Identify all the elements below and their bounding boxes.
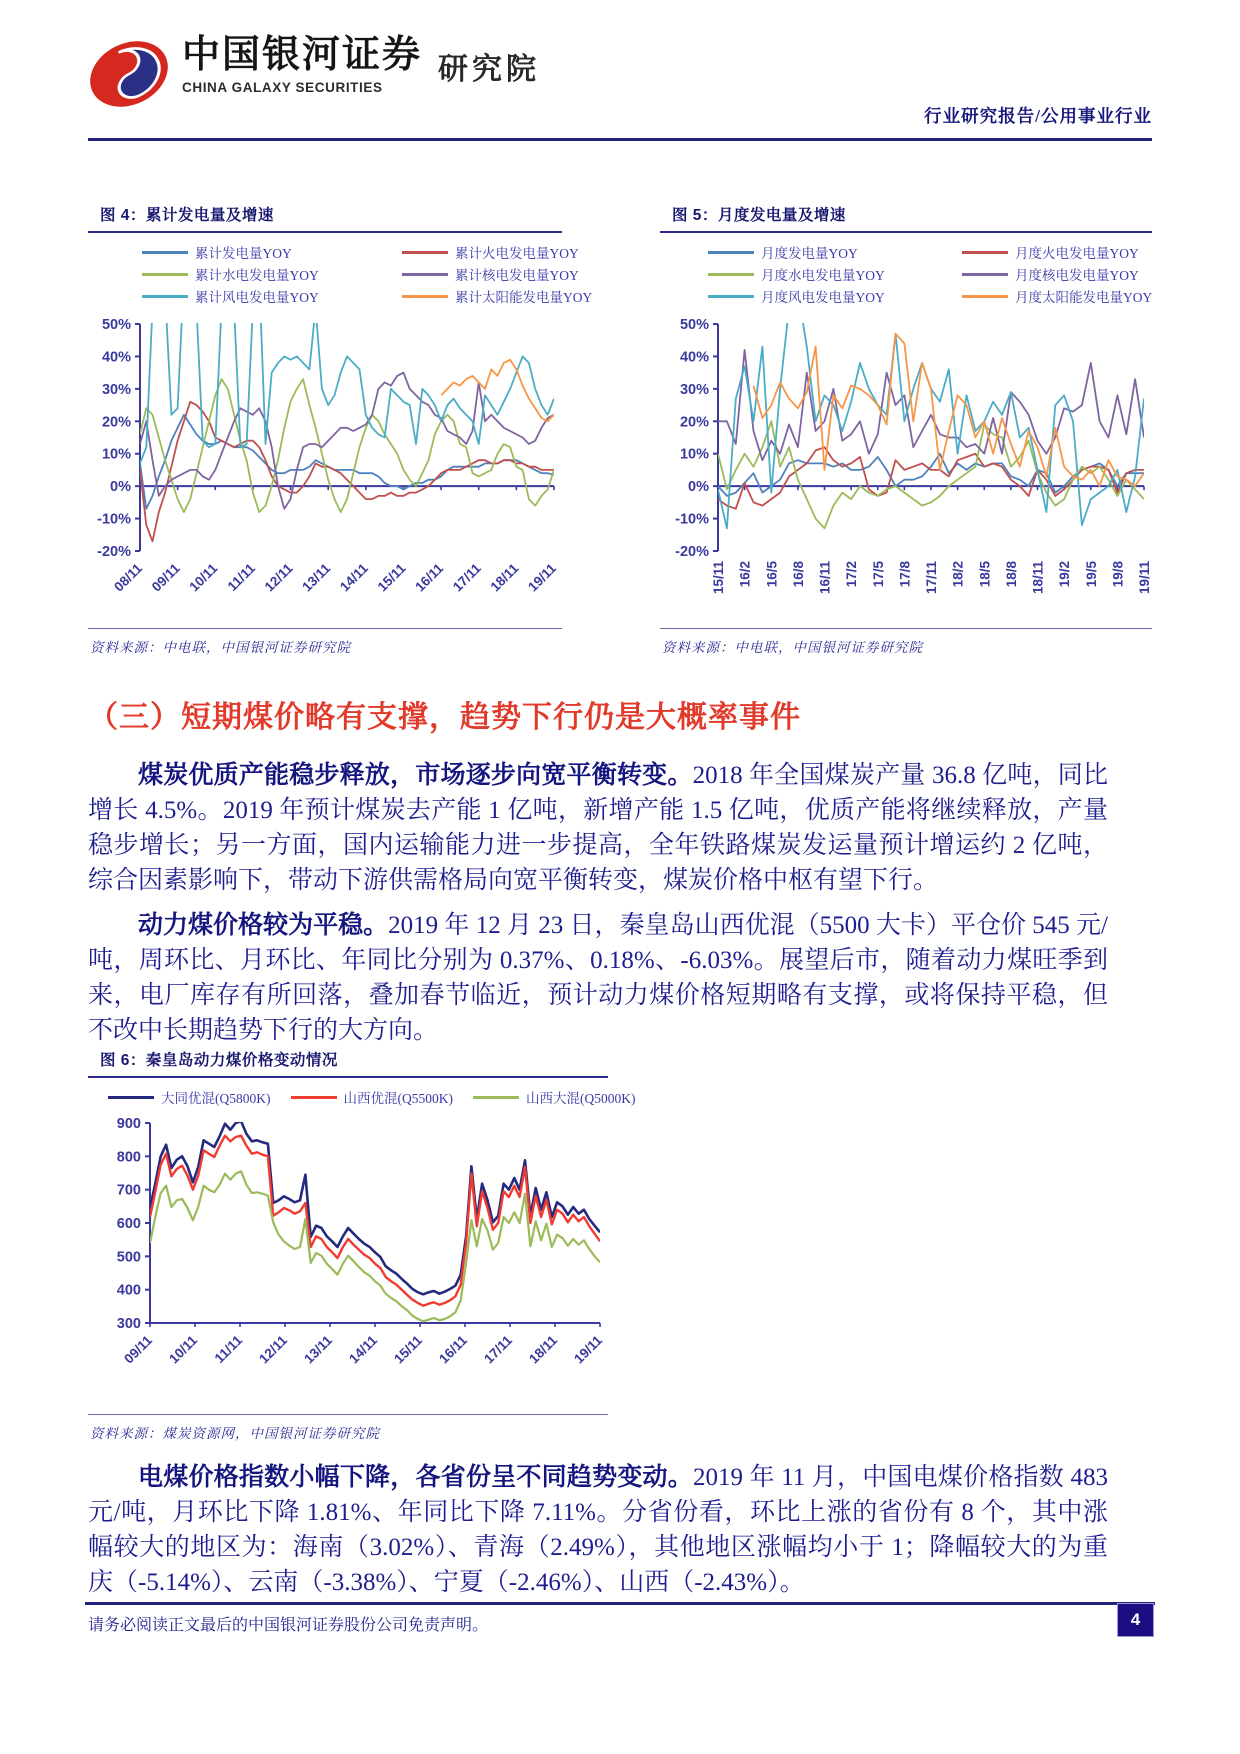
svg-text:30%: 30%: [679, 381, 709, 398]
legend-swatch: [962, 273, 1008, 276]
legend-item: [142, 264, 402, 284]
svg-text:19/11: 19/11: [525, 560, 560, 595]
svg-text:15/11: 15/11: [711, 561, 726, 595]
svg-text:400: 400: [116, 1282, 141, 1299]
coal-price-chart: [88, 1117, 608, 1412]
svg-text:30%: 30%: [101, 381, 131, 398]
svg-text:-20%: -20%: [675, 544, 709, 560]
svg-text:10/11: 10/11: [186, 560, 221, 595]
svg-text:13/11: 13/11: [299, 560, 334, 595]
legend-item: [402, 242, 592, 262]
paragraph-lead: 煤炭优质产能稳步释放，市场逐步向宽平衡转变。: [138, 762, 693, 789]
legend-item: [473, 1087, 636, 1107]
svg-text:17/2: 17/2: [844, 561, 860, 588]
legend-item: [402, 286, 592, 306]
svg-text:16/5: 16/5: [764, 561, 780, 588]
svg-text:-10%: -10%: [97, 511, 131, 528]
paragraph-text: 2018 年全国煤炭产量 36.8 亿吨，同比增长 4.5%。2019 年预计煤炭去产能 1 亿吨，新增产能 1.5 亿吨，优质产能将继续释放，产量稳步增长；另一方面，国内运输能力进一步提高，全年铁路煤炭发运量预计增运约 2 亿吨，综合因素影响下，带动下游供需格局向宽平衡转变，煤炭价格中枢有望下行。: [88, 762, 1108, 894]
figure-5-source: 资料来源：中电联，中国银河证券研究院: [660, 628, 1152, 656]
legend-swatch: [402, 273, 448, 276]
figure-6-legend: [88, 1078, 636, 1107]
legend-label: 山西大混(Q5000K): [526, 1091, 636, 1106]
svg-text:16/11: 16/11: [412, 560, 447, 595]
footer-disclaimer: 请务必阅读正文最后的中国银河证券股份公司免责声明。: [88, 1617, 489, 1634]
legend-item: [708, 242, 962, 262]
galaxy-logo-icon: [86, 34, 172, 114]
logo-research-institute: 研究院: [438, 53, 541, 86]
legend-swatch: [708, 273, 754, 276]
svg-text:08/11: 08/11: [111, 560, 146, 595]
svg-text:14/11: 14/11: [346, 1332, 381, 1367]
company-logo: [86, 34, 540, 114]
svg-text:17/11: 17/11: [481, 1332, 516, 1367]
figure-6: [88, 1048, 636, 1442]
svg-text:16/11: 16/11: [436, 1332, 471, 1367]
legend-label: 月度核电发电量YOY: [1015, 268, 1139, 283]
legend-swatch: [708, 295, 754, 298]
svg-text:12/11: 12/11: [256, 1332, 291, 1367]
paragraph-coal-price-index: [88, 1460, 1108, 1600]
paragraph-coal-capacity: [88, 758, 1108, 898]
svg-text:09/11: 09/11: [121, 1332, 156, 1367]
svg-text:600: 600: [116, 1216, 141, 1232]
figure-5-legend: [660, 233, 1152, 306]
legend-label: 月度发电量YOY: [761, 246, 858, 261]
svg-text:16/8: 16/8: [790, 561, 806, 588]
svg-text:19/5: 19/5: [1083, 561, 1099, 588]
figure-4-source: 资料来源：中电联，中国银河证券研究院: [88, 628, 562, 656]
footer-divider: [85, 1602, 1155, 1605]
legend-item: [108, 1087, 271, 1107]
legend-swatch: [142, 295, 188, 298]
svg-text:16/2: 16/2: [737, 561, 753, 588]
legend-label: 月度风电发电量YOY: [761, 290, 885, 305]
svg-text:11/11: 11/11: [224, 560, 259, 594]
svg-text:19/2: 19/2: [1057, 561, 1073, 588]
legend-swatch: [962, 251, 1008, 254]
svg-text:17/11: 17/11: [449, 560, 484, 595]
svg-text:19/11: 19/11: [571, 1332, 606, 1367]
logo-text: [182, 34, 422, 95]
legend-swatch: [402, 251, 448, 254]
legend-item: [402, 264, 592, 284]
legend-label: 山西优混(Q5500K): [343, 1091, 453, 1106]
svg-text:-20%: -20%: [97, 544, 131, 560]
svg-text:40%: 40%: [679, 349, 709, 366]
figure-4: [88, 203, 593, 656]
svg-text:10/11: 10/11: [166, 1332, 201, 1367]
figure-6-source: 资料来源：煤炭资源网，中国银河证券研究院: [88, 1414, 608, 1442]
figure-4-legend: [88, 233, 593, 306]
legend-label: 累计发电量YOY: [195, 246, 292, 261]
svg-text:10%: 10%: [101, 446, 131, 463]
legend-swatch: [473, 1096, 519, 1099]
svg-text:17/8: 17/8: [897, 561, 913, 588]
legend-swatch: [962, 295, 1008, 298]
svg-text:19/11: 19/11: [1137, 561, 1152, 595]
cumulative-generation-chart: [88, 316, 562, 626]
figure-5: [660, 203, 1152, 656]
figure-5-title: 图 5：月度发电量及增速: [660, 203, 1152, 233]
legend-label: 月度水电发电量YOY: [761, 268, 885, 283]
paragraph-text: 2019 年 11 月，中国电煤价格指数 483 元/吨，月环比下降 1.81%、年同比下降 7.11%。分省份看，环比上涨的省份有 8 个，其中涨幅较大的地区为：海南（3.02%）、青海（2.49%），其他地区涨幅均小于 1；降幅较大的为重庆（-5.14%）、云南（-3.38%）、宁夏（-2.46%）、山西（-2.43%）。: [88, 1464, 1108, 1596]
legend-item: [291, 1087, 454, 1107]
legend-label: 累计水电发电量YOY: [195, 268, 319, 283]
legend-label: 累计核电发电量YOY: [455, 268, 579, 283]
legend-item: [962, 286, 1152, 306]
svg-text:15/11: 15/11: [374, 560, 409, 595]
legend-swatch: [142, 251, 188, 254]
svg-text:15/11: 15/11: [391, 1332, 426, 1367]
legend-swatch: [291, 1096, 337, 1099]
paragraph-thermal-coal-price: [88, 908, 1108, 1048]
svg-text:11/11: 11/11: [211, 1332, 246, 1366]
svg-text:17/11: 17/11: [924, 561, 939, 595]
svg-text:700: 700: [116, 1182, 141, 1199]
legend-item: [142, 242, 402, 262]
svg-text:18/11: 18/11: [1030, 561, 1046, 595]
monthly-generation-chart: [660, 316, 1152, 626]
legend-label: 月度火电发电量YOY: [1015, 246, 1139, 261]
legend-label: 月度太阳能发电量YOY: [1015, 290, 1153, 305]
section-heading: （三）短期煤价略有支撑，趋势下行仍是大概率事件: [88, 701, 801, 734]
legend-label: 大同优混(Q5800K): [161, 1091, 271, 1106]
logo-name-en: CHINA GALAXY SECURITIES: [182, 79, 383, 95]
svg-text:50%: 50%: [679, 317, 709, 333]
svg-text:-10%: -10%: [675, 511, 709, 528]
svg-text:900: 900: [116, 1117, 141, 1132]
legend-swatch: [402, 295, 448, 298]
legend-item: [962, 242, 1152, 262]
figure-6-title: 图 6：秦皇岛动力煤价格变动情况: [88, 1048, 608, 1078]
legend-item: [962, 264, 1152, 284]
svg-text:17/5: 17/5: [870, 561, 886, 588]
svg-text:20%: 20%: [101, 414, 131, 431]
paragraph-lead: 电煤价格指数小幅下降，各省份呈不同趋势变动。: [138, 1464, 694, 1491]
paragraph-lead: 动力煤价格较为平稳。: [138, 912, 389, 939]
svg-text:50%: 50%: [101, 317, 131, 333]
section-three: [88, 692, 1108, 1058]
legend-label: 累计太阳能发电量YOY: [455, 290, 593, 305]
svg-text:800: 800: [116, 1149, 141, 1166]
svg-text:40%: 40%: [101, 349, 131, 366]
legend-item: [708, 264, 962, 284]
legend-swatch: [142, 273, 188, 276]
svg-text:19/8: 19/8: [1110, 561, 1126, 588]
svg-text:0%: 0%: [110, 479, 131, 496]
svg-text:18/8: 18/8: [1003, 561, 1019, 588]
svg-text:300: 300: [116, 1316, 141, 1332]
svg-text:14/11: 14/11: [336, 560, 371, 595]
svg-text:18/5: 18/5: [977, 561, 993, 588]
svg-text:10%: 10%: [679, 446, 709, 463]
figure-4-title: 图 4：累计发电量及增速: [88, 203, 562, 233]
svg-text:18/11: 18/11: [526, 1332, 561, 1367]
svg-text:0%: 0%: [688, 479, 709, 496]
svg-text:13/11: 13/11: [301, 1332, 336, 1367]
svg-text:12/11: 12/11: [261, 560, 296, 595]
legend-item: [142, 286, 402, 306]
legend-swatch: [108, 1096, 154, 1099]
svg-text:18/11: 18/11: [487, 560, 522, 595]
svg-text:500: 500: [116, 1249, 141, 1266]
svg-text:16/11: 16/11: [817, 561, 833, 595]
header-divider: [88, 138, 1152, 141]
paragraph-text: 2019 年 12 月 23 日，秦皇岛山西优混（5500 大卡）平仓价 545 元/吨，周环比、月环比、年同比分别为 0.37%、0.18%、-6.03%。展望后市，随着动力煤旺季到来，电厂库存有所回落，叠加春节临近，预计动力煤价格短期略有支撑，或将保持平稳，但不改中长期趋势下行的大方向。: [88, 912, 1108, 1044]
legend-item: [708, 286, 962, 306]
legend-label: 累计火电发电量YOY: [455, 246, 579, 261]
logo-name-cn: 中国银河证券: [182, 34, 423, 76]
svg-text:18/2: 18/2: [950, 561, 966, 588]
page-number-badge: 4: [1117, 1603, 1154, 1637]
report-type-label: 行业研究报告/公用事业行业: [924, 106, 1152, 126]
legend-label: 累计风电发电量YOY: [195, 290, 319, 305]
svg-text:09/11: 09/11: [148, 560, 183, 595]
legend-swatch: [708, 251, 754, 254]
svg-text:20%: 20%: [679, 414, 709, 431]
